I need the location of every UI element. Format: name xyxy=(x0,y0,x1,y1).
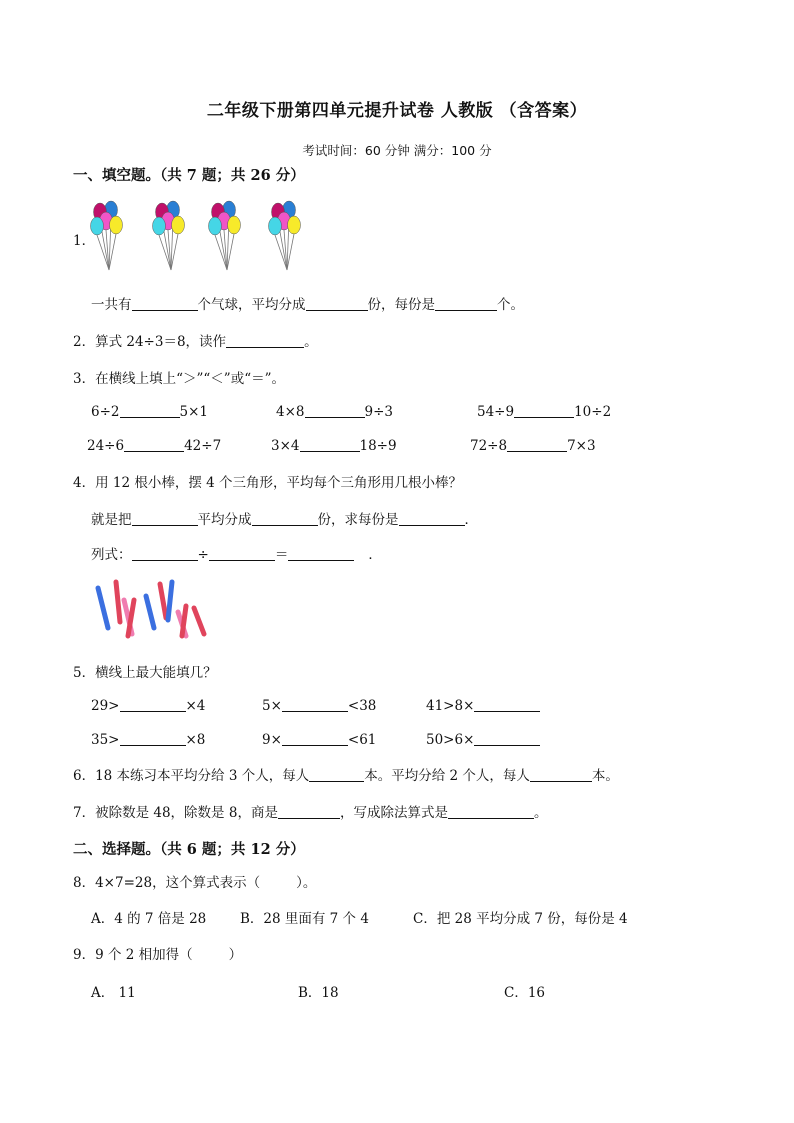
answer-blank[interactable] xyxy=(474,697,540,712)
answer-blank[interactable] xyxy=(132,511,198,526)
q8-text: 8．4×7=28，这个算式表示（ xyxy=(73,875,261,891)
question-4-stem: 4．用 12 根小棒，摆 4 个三角形，平均每个三角形用几根小棒？ xyxy=(73,475,463,491)
choice-option-c[interactable]: C．把 28 平均分成 7 份，每份是 4 xyxy=(413,911,628,927)
answer-blank[interactable] xyxy=(209,546,275,561)
answer-blank[interactable] xyxy=(252,511,318,526)
stick-icon xyxy=(194,608,204,634)
expr-before: 35> xyxy=(91,732,120,748)
compare-item xyxy=(91,403,208,420)
stick-icon xyxy=(168,582,172,620)
q4-text: ÷ xyxy=(197,547,209,563)
choice-option-a[interactable]: A． 11 xyxy=(91,985,136,1001)
expr-right: 7×3 xyxy=(567,438,596,454)
section-heading-multiple-choice: 二、选择题。（共 6 题；共 12 分） xyxy=(73,841,305,858)
max-fill-item xyxy=(262,731,376,748)
expr-left: 54÷9 xyxy=(477,404,515,420)
expr-after: ×8 xyxy=(185,732,206,748)
answer-blank[interactable] xyxy=(306,296,368,311)
choice-option-c[interactable]: C．16 xyxy=(504,985,546,1001)
answer-blank[interactable] xyxy=(132,296,198,311)
q1-text: 一共有 xyxy=(91,297,132,313)
answer-blank[interactable] xyxy=(278,804,340,819)
question-4-line2 xyxy=(91,543,382,563)
answer-blank[interactable] xyxy=(309,767,364,782)
q1-text: 个气球，平均分成 xyxy=(197,297,306,313)
stick-icon xyxy=(160,584,166,618)
q7-text: ，写成除法算式是 xyxy=(339,805,448,821)
answer-blank[interactable] xyxy=(474,731,540,746)
answer-blank[interactable] xyxy=(530,767,592,782)
expr-left: 72÷8 xyxy=(470,438,508,454)
question-4-line1 xyxy=(91,508,478,528)
page-title: 二年级下册第四单元提升试卷 人教版 （含答案） xyxy=(206,101,588,121)
q2-text: 。 xyxy=(304,334,318,350)
compare-item xyxy=(276,403,393,420)
q6-text: 本。 xyxy=(591,768,619,784)
answer-blank[interactable] xyxy=(120,697,186,712)
answer-blank[interactable] xyxy=(305,403,365,418)
question-2 xyxy=(73,330,318,350)
q9-text: ） xyxy=(228,947,243,963)
expr-before: 50>6× xyxy=(426,732,475,748)
expr-left: 24÷6 xyxy=(87,438,125,454)
balloon-bunch-icon xyxy=(153,201,185,270)
section-heading-fill-in: 一、填空题。（共 7 题；共 26 分） xyxy=(73,167,305,184)
expr-right: 5×1 xyxy=(179,404,208,420)
answer-blank[interactable] xyxy=(300,437,360,452)
expr-right: 42÷7 xyxy=(184,438,222,454)
expr-before: 41>8× xyxy=(426,698,475,714)
expr-right: 10÷2 xyxy=(574,404,612,420)
balloons-illustration xyxy=(92,198,322,276)
answer-blank[interactable] xyxy=(282,731,348,746)
q6-text: 6．18 本练习本平均分给 3 个人，每人 xyxy=(73,768,310,784)
q4-text: ． xyxy=(368,547,382,563)
q1-text: 个。 xyxy=(497,297,524,313)
stick-icon xyxy=(146,596,154,628)
answer-blank[interactable] xyxy=(282,697,348,712)
q7-text: 7．被除数是 48，除数是 8，商是 xyxy=(73,805,278,821)
question-5-stem: 5．横线上最大能填几？ xyxy=(73,665,217,681)
q7-text: 。 xyxy=(533,805,548,821)
q9-text: 9．9 个 2 相加得（ xyxy=(73,947,193,963)
compare-item xyxy=(477,403,611,420)
answer-blank[interactable] xyxy=(399,511,465,526)
expr-after: ×4 xyxy=(185,698,206,714)
question-7 xyxy=(73,801,547,821)
answer-blank[interactable] xyxy=(448,804,534,819)
max-fill-item xyxy=(262,697,376,714)
balloon-bunch-icon xyxy=(209,201,241,270)
choice-option-b[interactable]: B．18 xyxy=(298,985,339,1001)
expr-left: 6÷2 xyxy=(91,404,120,420)
expr-right: 9÷3 xyxy=(364,404,393,420)
question-8-stem xyxy=(73,871,316,891)
choice-option-b[interactable]: B．28 里面有 7 个 4 xyxy=(240,911,369,927)
stick-icon xyxy=(116,582,120,622)
q1-text: 份，每份是 xyxy=(367,297,435,313)
sticks-illustration xyxy=(94,578,216,640)
expr-before: 9× xyxy=(262,732,282,748)
expr-before: 5× xyxy=(262,698,282,714)
answer-blank[interactable] xyxy=(124,437,184,452)
exam-info: 考试时间：60 分钟 满分：100 分 xyxy=(302,143,492,158)
max-fill-item xyxy=(91,731,205,748)
expr-after: <61 xyxy=(347,732,377,748)
answer-blank[interactable] xyxy=(120,731,186,746)
expr-left: 3×4 xyxy=(271,438,300,454)
q8-text: ）。 xyxy=(296,875,317,891)
q4-text: 列式： xyxy=(91,547,132,563)
answer-blank[interactable] xyxy=(507,437,567,452)
max-fill-item xyxy=(91,697,205,714)
question-3-stem: 3．在横线上填上“＞”“＜”或“＝”。 xyxy=(73,371,285,387)
expr-right: 18÷9 xyxy=(359,438,397,454)
question-1-line xyxy=(91,293,524,313)
answer-blank[interactable] xyxy=(132,546,198,561)
q4-text: ． xyxy=(464,512,478,528)
q4-text: 平均分成 xyxy=(197,512,252,528)
balloon-bunch-icon xyxy=(269,201,301,270)
answer-blank[interactable] xyxy=(226,333,304,348)
q2-text: 2．算式 24÷3＝8，读作 xyxy=(73,334,227,350)
question-number: 1． xyxy=(73,233,96,249)
expr-after: <38 xyxy=(347,698,377,714)
max-fill-item xyxy=(426,697,540,714)
answer-blank[interactable] xyxy=(435,296,497,311)
q4-text: ＝ xyxy=(274,547,289,563)
answer-blank[interactable] xyxy=(288,546,354,561)
stick-icon xyxy=(98,588,108,628)
compare-item xyxy=(271,437,397,454)
max-fill-item xyxy=(426,731,540,748)
choice-option-a[interactable]: A．4 的 7 倍是 28 xyxy=(91,911,207,927)
expr-before: 29> xyxy=(91,698,120,714)
question-6 xyxy=(73,764,619,784)
expr-left: 4×8 xyxy=(276,404,305,420)
compare-item xyxy=(470,437,596,454)
balloon-bunch-icon xyxy=(91,201,123,270)
answer-blank[interactable] xyxy=(120,403,180,418)
q4-text: 就是把 xyxy=(91,512,132,528)
question-9-stem xyxy=(73,943,242,963)
compare-item xyxy=(87,437,221,454)
q6-text: 本。平均分给 2 个人，每人 xyxy=(364,768,530,784)
q4-text: 份，求每份是 xyxy=(317,512,399,528)
answer-blank[interactable] xyxy=(514,403,574,418)
